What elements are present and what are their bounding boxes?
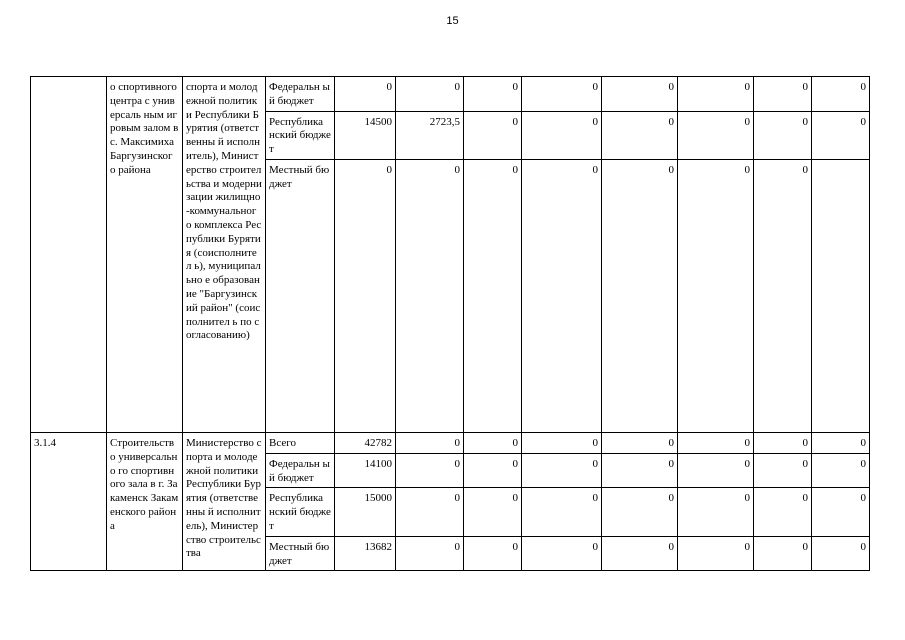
value-cell: 0 bbox=[602, 159, 678, 432]
value-cell: 0 bbox=[522, 488, 602, 536]
value-cell: 0 bbox=[678, 453, 754, 488]
value-cell: 0 bbox=[754, 111, 812, 159]
value-cell: 0 bbox=[678, 536, 754, 571]
value-cell: 0 bbox=[678, 432, 754, 453]
value-cell: 0 bbox=[335, 159, 396, 432]
value-cell: 0 bbox=[812, 453, 870, 488]
value-cell: 0 bbox=[464, 536, 522, 571]
value-cell: 0 bbox=[754, 432, 812, 453]
funding-source-cell: Республика нский бюджет bbox=[266, 488, 335, 536]
budget-table bbox=[30, 76, 870, 571]
value-cell: 2723,5 bbox=[396, 111, 464, 159]
value-cell: 0 bbox=[464, 453, 522, 488]
value-cell: 0 bbox=[678, 111, 754, 159]
value-cell: 0 bbox=[396, 453, 464, 488]
value-cell: 0 bbox=[522, 77, 602, 112]
value-cell: 0 bbox=[754, 488, 812, 536]
funding-source-cell: Республика нский бюджет bbox=[266, 111, 335, 159]
value-cell: 0 bbox=[464, 159, 522, 432]
value-cell: 0 bbox=[812, 488, 870, 536]
value-cell bbox=[812, 159, 870, 432]
code-cell bbox=[31, 77, 107, 433]
value-cell: 0 bbox=[812, 432, 870, 453]
value-cell: 13682 bbox=[335, 536, 396, 571]
value-cell: 0 bbox=[678, 159, 754, 432]
table-row bbox=[31, 432, 870, 453]
value-cell: 0 bbox=[464, 77, 522, 112]
value-cell: 15000 bbox=[335, 488, 396, 536]
value-cell: 0 bbox=[754, 77, 812, 112]
value-cell: 0 bbox=[602, 77, 678, 112]
value-cell: 0 bbox=[464, 432, 522, 453]
value-cell: 14500 bbox=[335, 111, 396, 159]
value-cell: 0 bbox=[335, 77, 396, 112]
value-cell: 0 bbox=[602, 453, 678, 488]
value-cell: 0 bbox=[812, 77, 870, 112]
value-cell: 0 bbox=[602, 488, 678, 536]
value-cell: 0 bbox=[602, 536, 678, 571]
value-cell: 0 bbox=[522, 432, 602, 453]
value-cell: 0 bbox=[522, 453, 602, 488]
value-cell: 0 bbox=[396, 77, 464, 112]
value-cell: 0 bbox=[678, 77, 754, 112]
name-cell: Строительств о универсально го спортивного зала в г. Закаменск Закаменского района bbox=[107, 432, 183, 570]
funding-source-cell: Местный бюджет bbox=[266, 536, 335, 571]
code-cell: 3.1.4 bbox=[31, 432, 107, 570]
value-cell: 0 bbox=[464, 111, 522, 159]
value-cell: 0 bbox=[396, 432, 464, 453]
value-cell: 42782 bbox=[335, 432, 396, 453]
value-cell: 0 bbox=[396, 159, 464, 432]
value-cell: 0 bbox=[754, 453, 812, 488]
funding-source-cell: Федеральн ый бюджет bbox=[266, 77, 335, 112]
value-cell: 0 bbox=[678, 488, 754, 536]
value-cell: 0 bbox=[396, 488, 464, 536]
value-cell: 0 bbox=[602, 432, 678, 453]
value-cell: 0 bbox=[464, 488, 522, 536]
name-cell: о спортивного центра с универсаль ным игровым залом в с. Максимиха Баргузинског о района bbox=[107, 77, 183, 433]
funding-source-cell: Федеральн ый бюджет bbox=[266, 453, 335, 488]
value-cell: 0 bbox=[754, 536, 812, 571]
value-cell: 0 bbox=[812, 536, 870, 571]
funding-source-cell: Местный бюджет bbox=[266, 159, 335, 432]
value-cell: 0 bbox=[522, 111, 602, 159]
value-cell: 0 bbox=[602, 111, 678, 159]
value-cell: 0 bbox=[522, 536, 602, 571]
value-cell: 0 bbox=[812, 111, 870, 159]
executor-cell: Министерство спорта и молодежной политики Республики Бурятия (ответственны й исполнитель), Министерство строительства bbox=[183, 432, 266, 570]
page-number: 15 bbox=[446, 15, 459, 27]
value-cell: 0 bbox=[522, 159, 602, 432]
value-cell: 0 bbox=[396, 536, 464, 571]
value-cell: 14100 bbox=[335, 453, 396, 488]
funding-source-cell: Всего bbox=[266, 432, 335, 453]
executor-cell: спорта и молодежной политики Республики Бурятия (ответственны й исполнитель), Министерство строительства и модернизации жилищно-коммунальног о комплекса Республики Бурятия (соисполнител ь), муниципально е образование "Баргузинский район" (соисполнител ь по согласованию) bbox=[183, 77, 266, 433]
table-row bbox=[31, 77, 870, 112]
value-cell: 0 bbox=[754, 159, 812, 432]
